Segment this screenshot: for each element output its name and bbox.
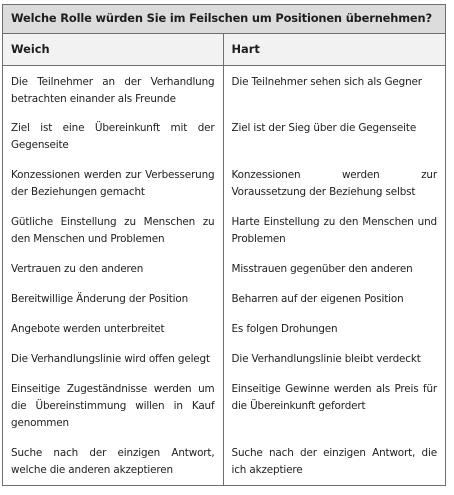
comparison-table [2, 4, 446, 486]
table-title: Welche Rolle würden Sie im Feilschen um Positionen übernehmen? [3, 5, 445, 34]
cell-weich: Gütliche Einstellung zu Menschen zu den Menschen und Problemen [3, 206, 223, 253]
cell-weich: Die Verhandlungslinie wird offen gelegt [3, 343, 223, 373]
table-row [3, 283, 445, 313]
table-row [3, 253, 445, 283]
cell-weich: Bereitwillige Änderung der Position [3, 283, 223, 313]
cell-weich: Einseitige Zugeständnisse werden um die Übereinstimmung willen in Kauf genommen [3, 373, 223, 437]
cell-weich: Suche nach der einzigen Antwort, welche die anderen akzeptieren [3, 437, 223, 485]
table-row [3, 159, 445, 206]
header-row [3, 34, 445, 65]
cell-hart: Suche nach der einzigen Antwort, die ich akzeptiere [231, 447, 437, 476]
cell-weich: Vertrauen zu den anderen [3, 253, 223, 283]
table-row [3, 437, 445, 485]
table-row [3, 65, 445, 112]
table-row [3, 112, 445, 159]
cell-hart: Ziel ist der Sieg über die Gegenseite [231, 122, 417, 134]
cell-weich: Konzessionen werden zur Verbesserung der Beziehungen gemacht [3, 159, 223, 206]
table-row [3, 343, 445, 373]
cell-weich: Angebote werden unterbreitet [3, 313, 223, 343]
table-row [3, 206, 445, 253]
cell-weich: Die Teilnehmer an der Verhandlung betrachten einander als Freunde [3, 65, 223, 112]
cell-hart: Misstrauen gegenüber den anderen [231, 263, 413, 275]
cell-hart: Es folgen Drohungen [231, 323, 338, 335]
column-header-weich: Weich [3, 34, 223, 65]
cell-hart: Einseitige Gewinne werden als Preis für die Übereinkunft gefordert [231, 383, 437, 412]
column-header-hart: Hart [223, 34, 445, 65]
cell-hart: Beharren auf der eigenen Position [231, 293, 404, 305]
comparison-grid [3, 34, 445, 485]
cell-weich: Ziel ist eine Übereinkunft mit der Gegenseite [3, 112, 223, 159]
cell-hart: Die Verhandlungslinie bleibt verdeckt [231, 353, 421, 365]
cell-hart: Konzessionen werden zur Voraussetzung der Beziehung selbst [231, 169, 437, 198]
table-row [3, 313, 445, 343]
cell-hart: Die Teilnehmer sehen sich als Gegner [231, 75, 422, 88]
table-row [3, 373, 445, 437]
cell-hart: Harte Einstellung zu den Menschen und Problemen [231, 216, 437, 245]
